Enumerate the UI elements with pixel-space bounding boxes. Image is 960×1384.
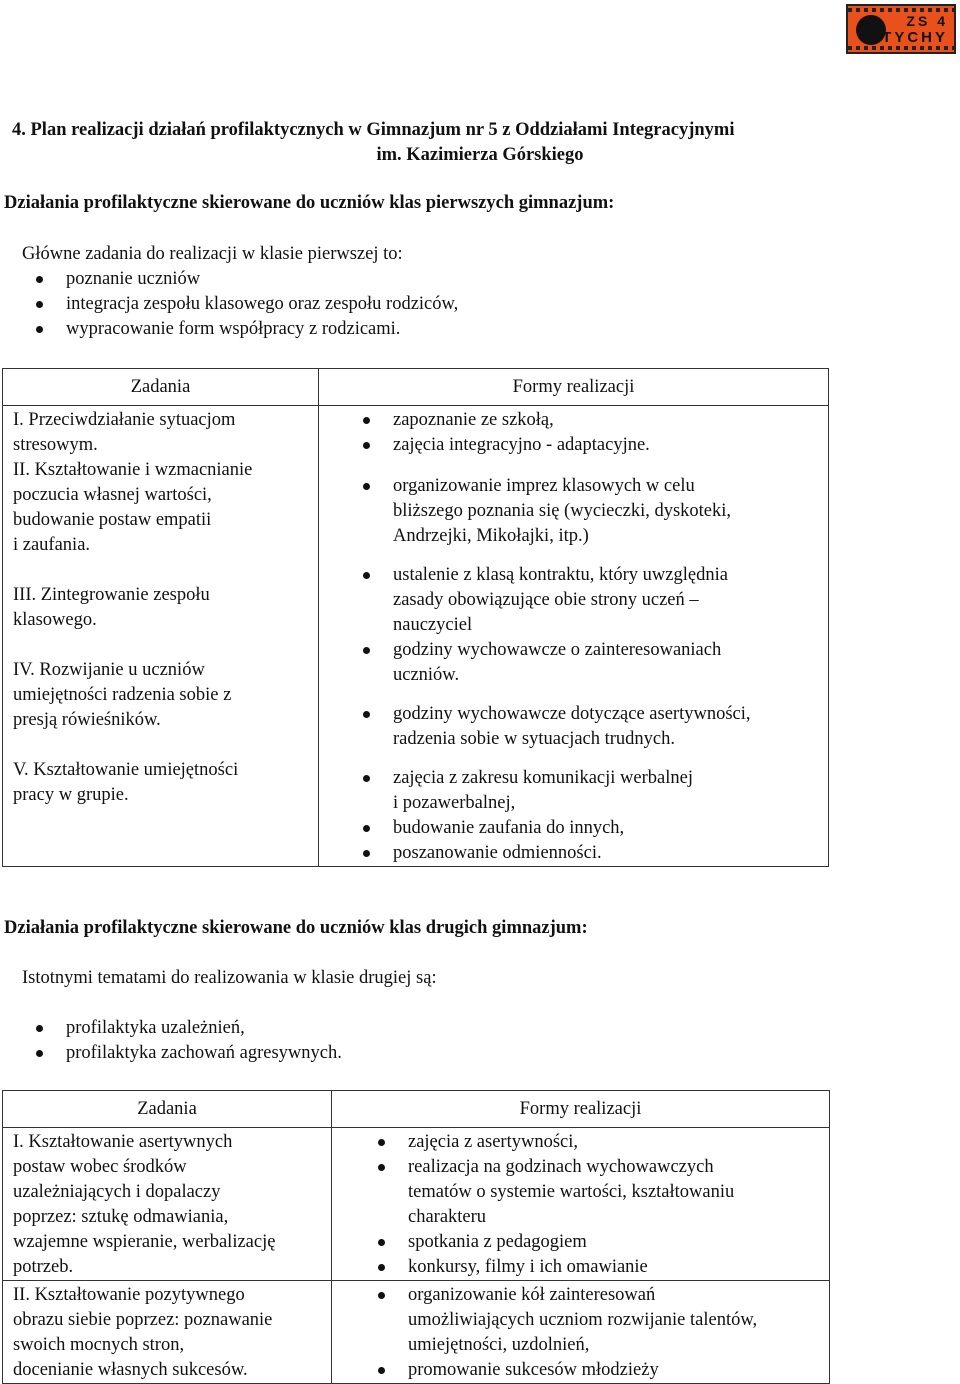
- page-heading-line2: im. Kazimierza Górskiego: [376, 145, 584, 165]
- list-item: profilaktyka uzależnień,: [4, 1016, 342, 1041]
- task-2: II. Kształtowanie i wzmacnianie poczucia własnej wartości, budowanie postaw empatii i zaufania.: [13, 460, 253, 555]
- tasks-cell: [3, 1281, 332, 1384]
- task-3: III. Zintegrowanie zespołu klasowego.: [13, 585, 210, 630]
- section1-table: [2, 368, 829, 867]
- form-item-continued: charakteru: [408, 1207, 487, 1227]
- form-item-continued: umiejętności, uzdolnień,: [408, 1335, 590, 1355]
- form-item: zajęcia z zakresu komunikacji werbalnej: [347, 766, 818, 791]
- logo-film-strip-top: [848, 8, 954, 12]
- page-heading-line1: 4. Plan realizacji działań profilaktycznych w Gimnazjum nr 5 z Oddziałami Integracyjnymi: [12, 120, 735, 140]
- logo-text-line2: TYCHY: [882, 29, 948, 46]
- form-item: godziny wychowawcze dotyczące asertywności,: [347, 702, 818, 727]
- task-1: I. Kształtowanie asertywnych postaw wobec środków uzależniających i dopalaczy poprzez: sztukę odmawiania, wzajemne wspieranie, werbalizację potrzeb.: [13, 1132, 276, 1277]
- task-5: V. Kształtowanie umiejętności pracy w grupie.: [13, 760, 239, 805]
- form-item: zajęcia z asertywności,: [362, 1130, 819, 1155]
- section2-title: Działania profilaktyczne skierowane do uczniów klas drugich gimnazjum:: [4, 918, 588, 938]
- form-item: poszanowanie odmienności.: [347, 841, 818, 866]
- task-2: II. Kształtowanie pozytywnego obrazu siebie poprzez: poznawanie swoich mocnych stron, docenianie własnych sukcesów.: [13, 1285, 273, 1380]
- form-item: spotkania z pedagogiem: [362, 1230, 819, 1255]
- forms-cell: [332, 1128, 830, 1281]
- form-item: budowanie zaufania do innych,: [347, 816, 818, 841]
- logo-text-line1: ZS 4: [906, 13, 948, 29]
- list-item: integracja zespołu klasowego oraz zespołu rodziców,: [4, 292, 458, 317]
- table-header-tasks: Zadania: [3, 369, 319, 406]
- list-item: wypracowanie form współpracy z rodzicami.: [4, 317, 458, 342]
- tasks-cell: [3, 406, 319, 867]
- form-item-continued: uczniów.: [393, 665, 460, 685]
- form-item: godziny wychowawcze o zainteresowaniach: [347, 638, 818, 663]
- school-logo: [846, 4, 956, 54]
- logo-film-strip-bottom: [848, 46, 954, 50]
- form-item: realizacja na godzinach wychowawczych: [362, 1155, 819, 1180]
- forms-cell: [319, 406, 829, 867]
- section2-table: [2, 1090, 830, 1384]
- form-item: ustalenie z klasą kontraktu, który uwzględnia: [347, 563, 818, 588]
- table-header-forms: Formy realizacji: [319, 369, 829, 406]
- form-item-continued: nauczyciel: [393, 615, 473, 635]
- task-1: I. Przeciwdziałanie sytuacjom stresowym.: [13, 410, 236, 455]
- form-item: promowanie sukcesów młodzieży: [362, 1358, 819, 1383]
- form-item-continued: umożliwiających uczniom rozwijanie talentów,: [408, 1310, 758, 1330]
- section2-intro: Istotnymi tematami do realizowania w klasie drugiej są:: [22, 968, 437, 988]
- form-item: zajęcia integracyjno - adaptacyjne.: [347, 433, 818, 458]
- table-header-forms: Formy realizacji: [332, 1091, 830, 1128]
- task-4: IV. Rozwijanie u uczniów umiejętności radzenia sobie z presją rówieśników.: [13, 660, 232, 730]
- list-item: profilaktyka zachowań agresywnych.: [4, 1041, 342, 1066]
- form-item: zapoznanie ze szkołą,: [347, 408, 818, 433]
- list-item: poznanie uczniów: [4, 267, 458, 292]
- section1-title: Działania profilaktyczne skierowane do uczniów klas pierwszych gimnazjum:: [4, 193, 615, 213]
- section2-bullet-list: [4, 1016, 342, 1066]
- form-item-continued: tematów o systemie wartości, kształtowaniu: [408, 1182, 735, 1202]
- section1-bullet-list: [4, 267, 458, 342]
- form-item-continued: i pozawerbalnej,: [393, 793, 516, 813]
- form-item-continued: bliższego poznania się (wycieczki, dyskoteki,: [393, 501, 732, 521]
- form-item: organizowanie imprez klasowych w celu: [347, 474, 818, 499]
- table-header-tasks: Zadania: [3, 1091, 332, 1128]
- forms-cell: [332, 1281, 830, 1384]
- form-item-continued: radzenia sobie w sytuacjach trudnych.: [393, 729, 676, 749]
- tasks-cell: [3, 1128, 332, 1281]
- form-item: organizowanie kół zainteresowań: [362, 1283, 819, 1308]
- form-item: konkursy, filmy i ich omawianie: [362, 1255, 819, 1280]
- section1-intro: Główne zadania do realizacji w klasie pierwszej to:: [22, 244, 403, 264]
- form-item-continued: zasady obowiązujące obie strony uczeń –: [393, 590, 699, 610]
- form-item-continued: Andrzejki, Mikołajki, itp.): [393, 526, 589, 546]
